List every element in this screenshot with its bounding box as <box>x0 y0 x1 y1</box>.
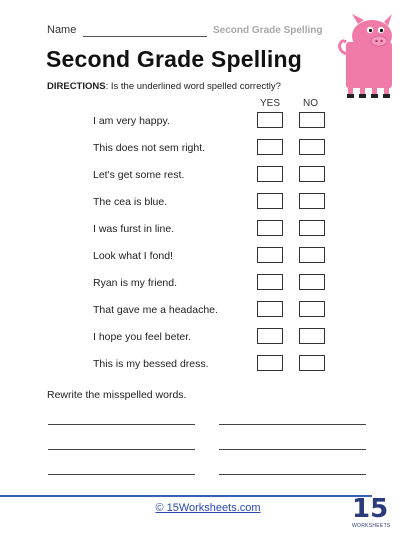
no-column-header: NO <box>303 98 318 109</box>
question-text: This does not sem right. <box>93 142 206 154</box>
directions-text: : Is the underlined word spelled correctly? <box>105 81 281 92</box>
yes-checkbox[interactable] <box>257 355 283 371</box>
yes-checkbox[interactable] <box>257 139 283 155</box>
no-checkbox[interactable] <box>299 193 325 209</box>
question-text: I am very happy. <box>93 115 170 127</box>
rewrite-prompt: Rewrite the misspelled words. <box>47 389 187 401</box>
yes-checkbox[interactable] <box>257 274 283 290</box>
yes-checkbox[interactable] <box>257 193 283 209</box>
no-checkbox[interactable] <box>299 328 325 344</box>
yes-checkbox[interactable] <box>257 328 283 344</box>
yes-checkbox[interactable] <box>257 301 283 317</box>
answer-line[interactable] <box>219 424 366 425</box>
logo-number: 15 <box>352 494 389 524</box>
no-checkbox[interactable] <box>299 112 325 128</box>
no-checkbox[interactable] <box>299 139 325 155</box>
name-label: Name <box>47 24 77 36</box>
no-checkbox[interactable] <box>299 220 325 236</box>
question-text: The cea is blue. <box>93 196 168 208</box>
page-title: Second Grade Spelling <box>46 46 302 72</box>
yes-checkbox[interactable] <box>257 112 283 128</box>
answer-line[interactable] <box>219 449 366 450</box>
question-text: I was furst in line. <box>93 223 175 235</box>
yes-checkbox[interactable] <box>257 220 283 236</box>
question-text: Look what I fond! <box>93 250 173 262</box>
question-text: Ryan is my friend. <box>93 277 178 289</box>
question-text: Let's get some rest. <box>93 169 185 181</box>
logo-caption: WORKSHEETS <box>352 523 391 529</box>
answer-line[interactable] <box>219 474 366 475</box>
name-line[interactable] <box>83 36 207 37</box>
question-text: I hope you feel beter. <box>93 331 192 343</box>
footer-rule <box>0 495 372 497</box>
yes-checkbox[interactable] <box>257 166 283 182</box>
answer-line[interactable] <box>48 449 195 450</box>
answer-line[interactable] <box>48 474 195 475</box>
directions <box>47 81 281 92</box>
no-checkbox[interactable] <box>299 355 325 371</box>
pig-mascot-icon <box>334 14 400 102</box>
no-checkbox[interactable] <box>299 301 325 317</box>
yes-checkbox[interactable] <box>257 247 283 263</box>
no-checkbox[interactable] <box>299 247 325 263</box>
no-checkbox[interactable] <box>299 166 325 182</box>
footer-link[interactable]: © 15Worksheets.com <box>155 502 261 514</box>
worksheets-logo-icon <box>352 494 391 532</box>
directions-label: DIRECTIONS <box>47 81 106 92</box>
answer-line[interactable] <box>48 424 195 425</box>
yes-column-header: YES <box>260 98 281 109</box>
question-text: This is my bessed dress. <box>93 358 209 370</box>
question-text: That gave me a headache. <box>93 304 218 316</box>
header-title: Second Grade Spelling <box>213 25 323 36</box>
no-checkbox[interactable] <box>299 274 325 290</box>
